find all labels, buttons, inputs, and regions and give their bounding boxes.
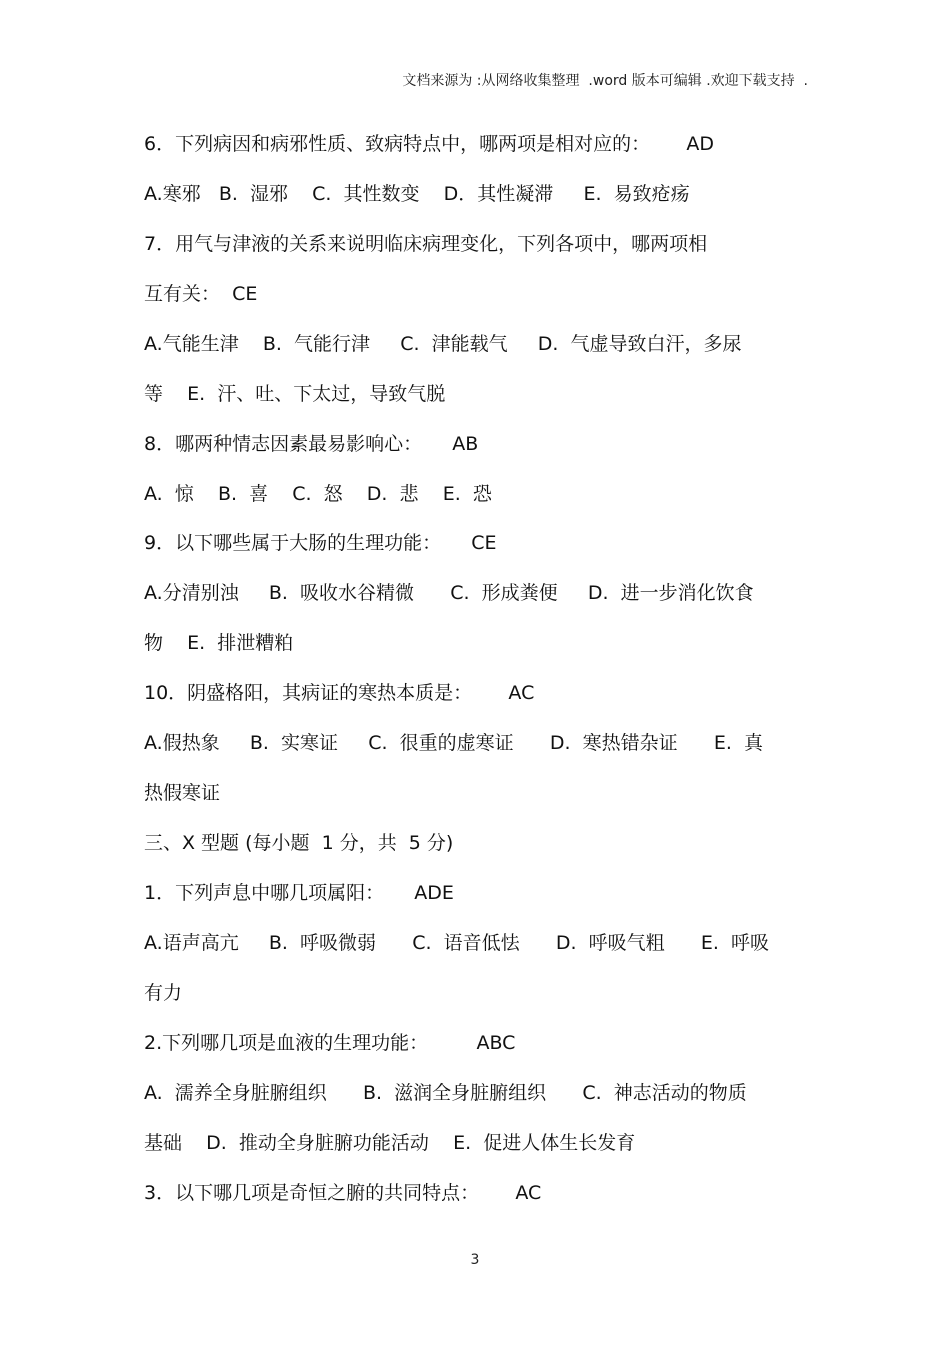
text-line: A. 惊 B. 喜 C. 怒 D. 悲 E. 恐 (144, 483, 492, 505)
document-header: 文档来源为 :从网络收集整理 .word 版本可编辑 .欢迎下载支持 . (402, 73, 808, 89)
text-line: A.寒邪 B. 湿邪 C. 其性数变 D．其性凝滞 E. 易致疮疡 (144, 183, 690, 205)
text-line: A.分清别浊 B. 吸收水谷精微 C. 形成粪便 D. 进一步消化饮食 (144, 582, 754, 604)
text-line: 1．下列声息中哪几项属阳： ADE (144, 882, 454, 904)
text-line: 8．哪两种情志因素最易影响心： AB (144, 433, 479, 455)
text-line: 有力 (144, 982, 183, 1004)
section-heading: 三、X 型题 (每小题 1 分，共 5 分) (144, 832, 454, 854)
text-line: 基础 D. 推动全身脏腑功能活动 E. 促进人体生长发育 (144, 1132, 636, 1154)
text-line: 互有关： CE (144, 283, 258, 305)
text-line: 等 E. 汗、吐、下太过，导致气脱 (144, 383, 446, 405)
page-number: 3 (470, 1252, 480, 1268)
text-line: 物 E. 排泄糟粕 (144, 632, 294, 654)
text-line: 7．用气与津液的关系来说明临床病理变化，下列各项中，哪两项相 (144, 233, 708, 255)
text-line: 10．阴盛格阳，其病证的寒热本质是： AC (144, 682, 535, 704)
text-line: A. 濡养全身脏腑组织 B. 滋润全身脏腑组织 C. 神志活动的物质 (144, 1082, 747, 1104)
text-line: 2.下列哪几项是血液的生理功能： ABC (144, 1032, 516, 1054)
text-line: A.语声高亢 B. 呼吸微弱 C. 语音低怯 D. 呼吸气粗 E. 呼吸 (144, 932, 770, 954)
text-line: 6．下列病因和病邪性质、致病特点中，哪两项是相对应的： AD (144, 133, 714, 155)
text-line: 9．以下哪些属于大肠的生理功能： CE (144, 532, 497, 554)
text-line: A.气能生津 B. 气能行津 C. 津能载气 D. 气虚导致白汗，多尿 (144, 333, 742, 355)
text-line: 热假寒证 (144, 782, 221, 804)
text-line: 3．以下哪几项是奇恒之腑的共同特点： AC (144, 1182, 542, 1204)
text-line: A.假热象 B. 实寒证 C. 很重的虚寒证 D. 寒热错杂证 E. 真 (144, 732, 763, 754)
